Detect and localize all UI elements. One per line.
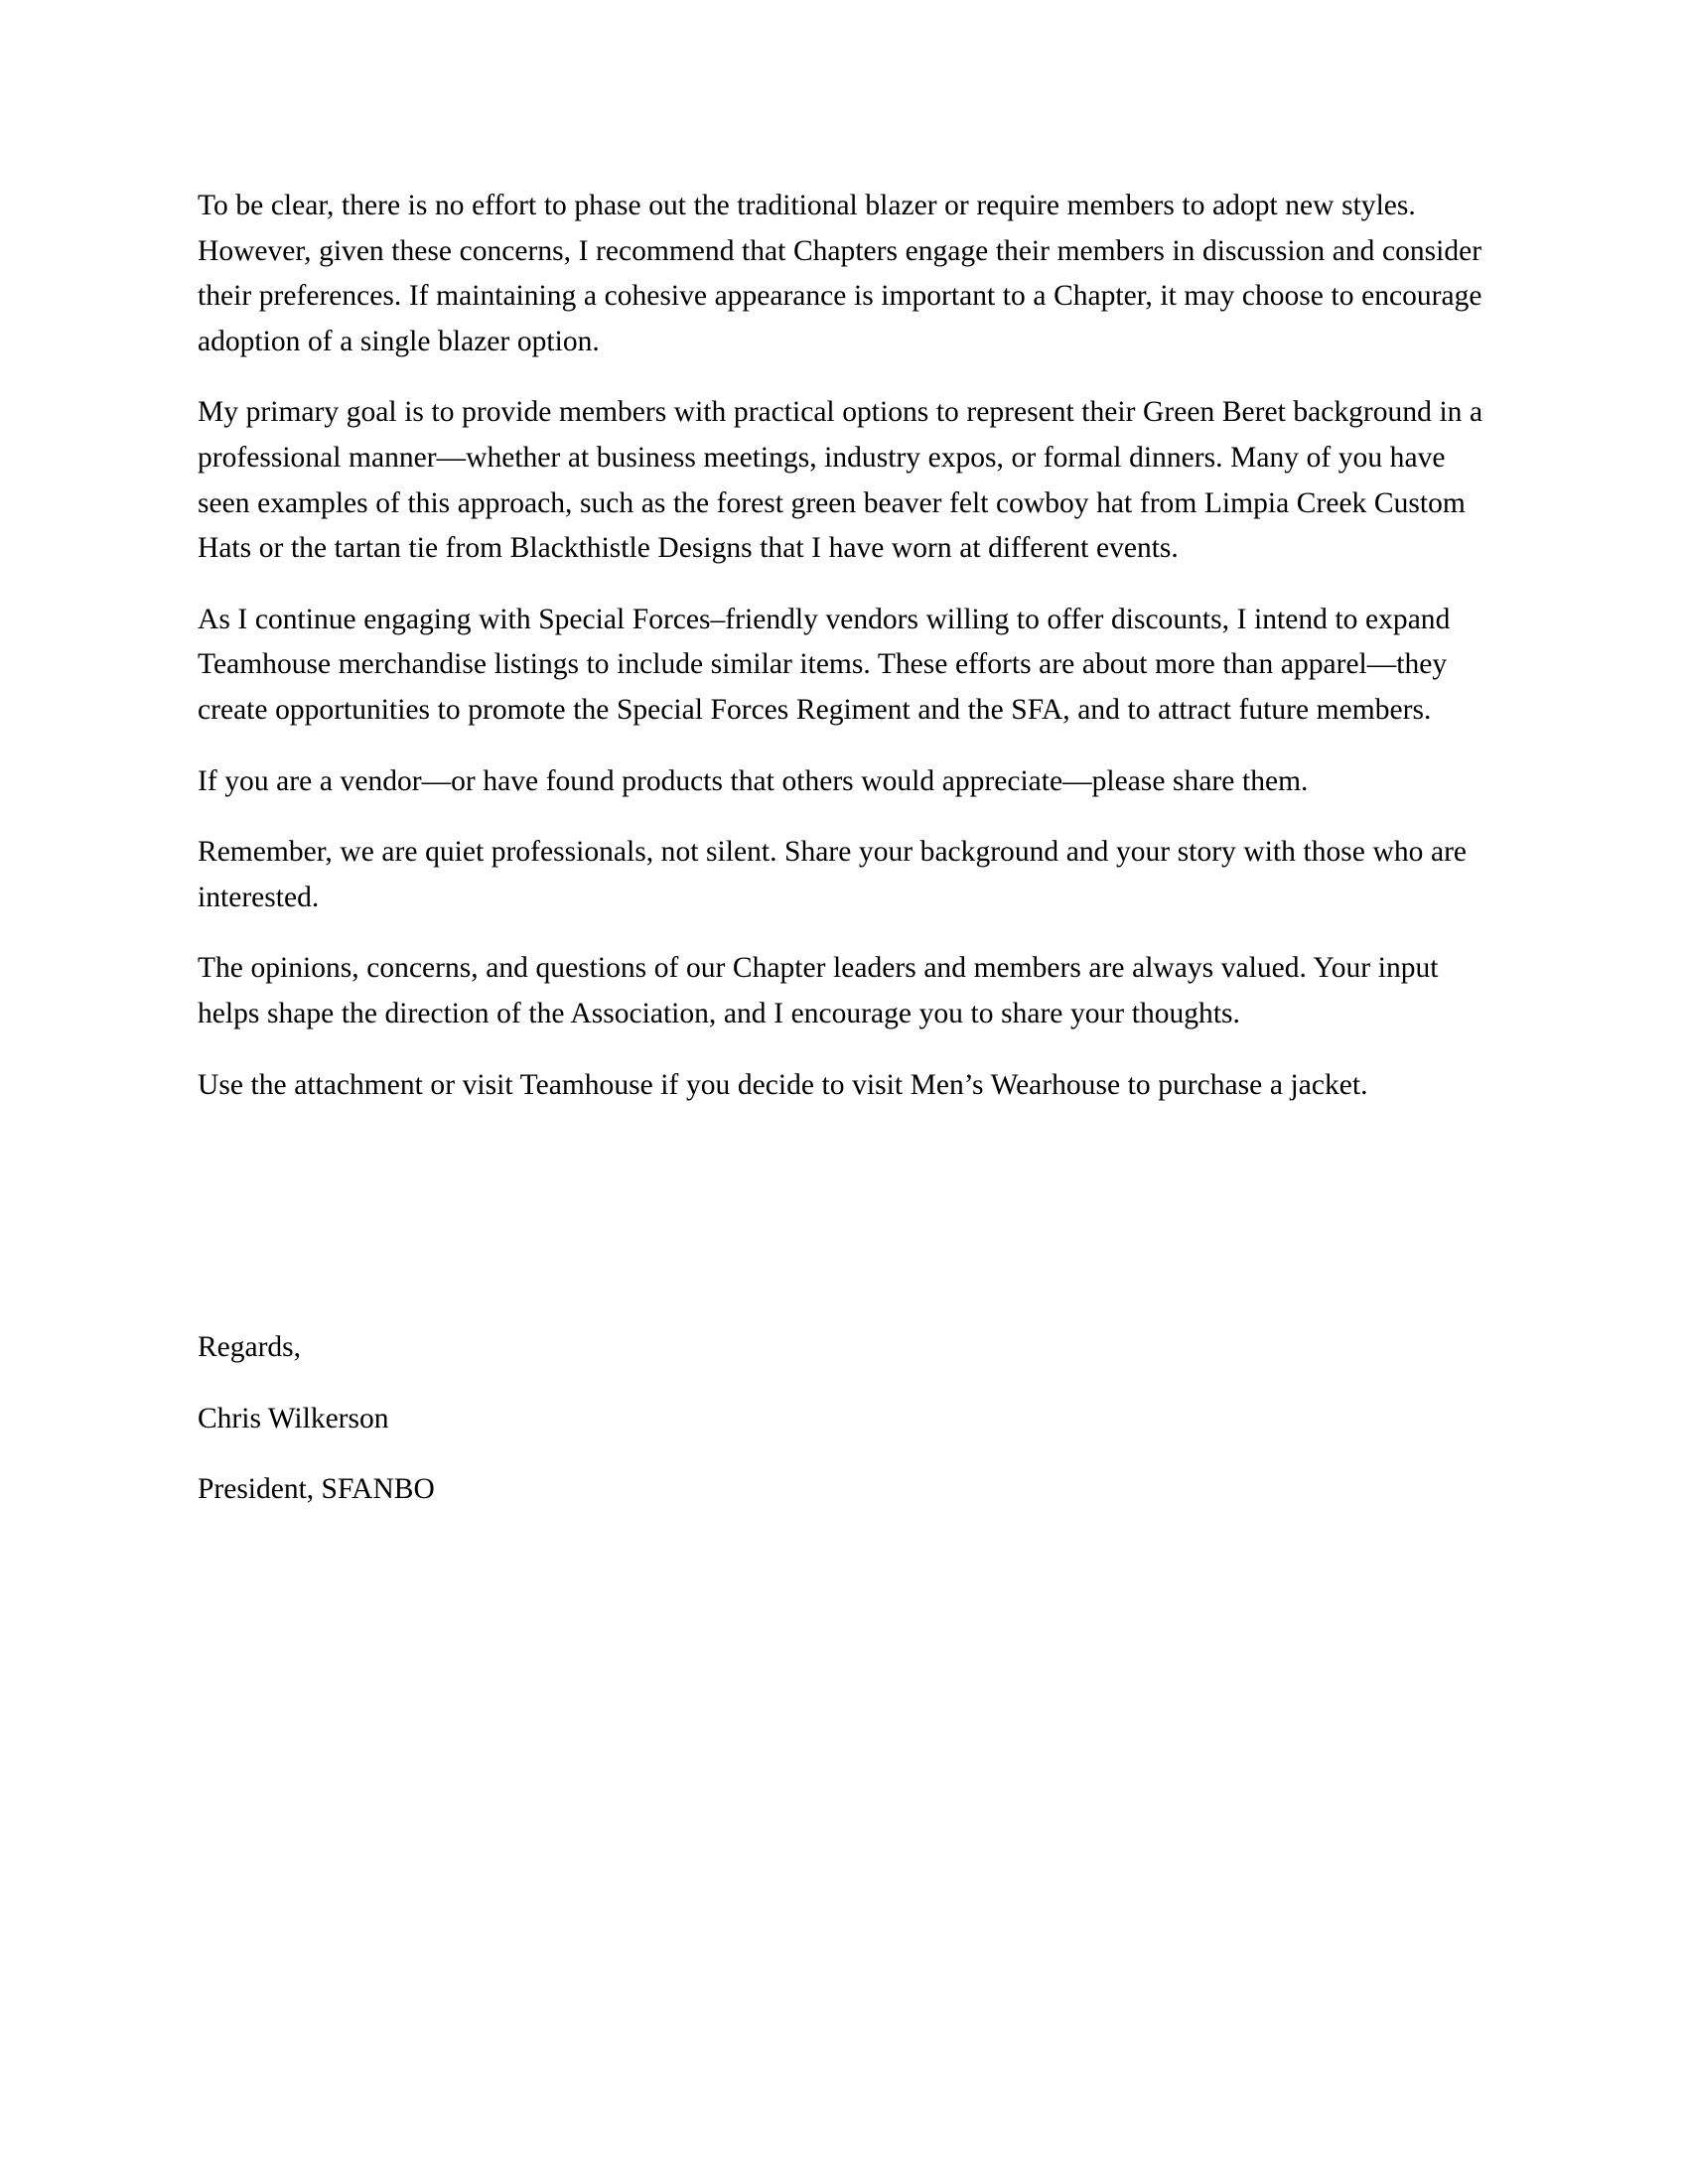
body-paragraph-6: The opinions, concerns, and questions of our Chapter leaders and members are always valued. Your input helps shape the direction of the Association, and I encourage you to share your thoughts. — [198, 952, 1439, 1029]
letter-closing — [198, 1325, 1483, 1513]
signer-name: Chris Wilkerson — [198, 1402, 389, 1434]
body-paragraph-5: Remember, we are quiet professionals, not silent. Share your background and your story with those who are interested. — [198, 836, 1468, 913]
body-paragraph-1: To be clear, there is no effort to phase out the traditional blazer or require members to adopt new styles. However, given these concerns, I recommend that Chapters engage their members in discussion and consider their preferences. If maintaining a cohesive appearance is important to a Chapter, it may choose to encourage adoption of a single blazer option. — [198, 190, 1482, 357]
signer-title: President, SFANBO — [198, 1473, 435, 1506]
closing-salutation: Regards, — [198, 1331, 302, 1363]
letter-body — [198, 184, 1483, 1108]
body-paragraph-3: As I continue engaging with Special Forces–friendly vendors willing to offer discounts, I intend to expand Teamhouse merchandise listings to include similar items. These efforts are about more than apparel—they create opportunities to promote the Special Forces Regiment and the SFA, and to attract future members. — [198, 603, 1451, 726]
body-paragraph-4: If you are a vendor—or have found products that others would appreciate—please share them. — [198, 764, 1309, 797]
body-paragraph-7: Use the attachment or visit Teamhouse if you decide to visit Men’s Wearhouse to purchase a jacket. — [198, 1068, 1368, 1101]
body-paragraph-2: My primary goal is to provide members with practical options to represent their Green Beret background in a professional manner—whether at business meetings, industry expos, or formal dinners. Many of you have seen examples of this approach, such as the forest green beaver felt cowboy hat from Limpia Creek Custom Hats or the tartan tie from Blackthistle Designs that I have worn at different events. — [198, 396, 1483, 565]
